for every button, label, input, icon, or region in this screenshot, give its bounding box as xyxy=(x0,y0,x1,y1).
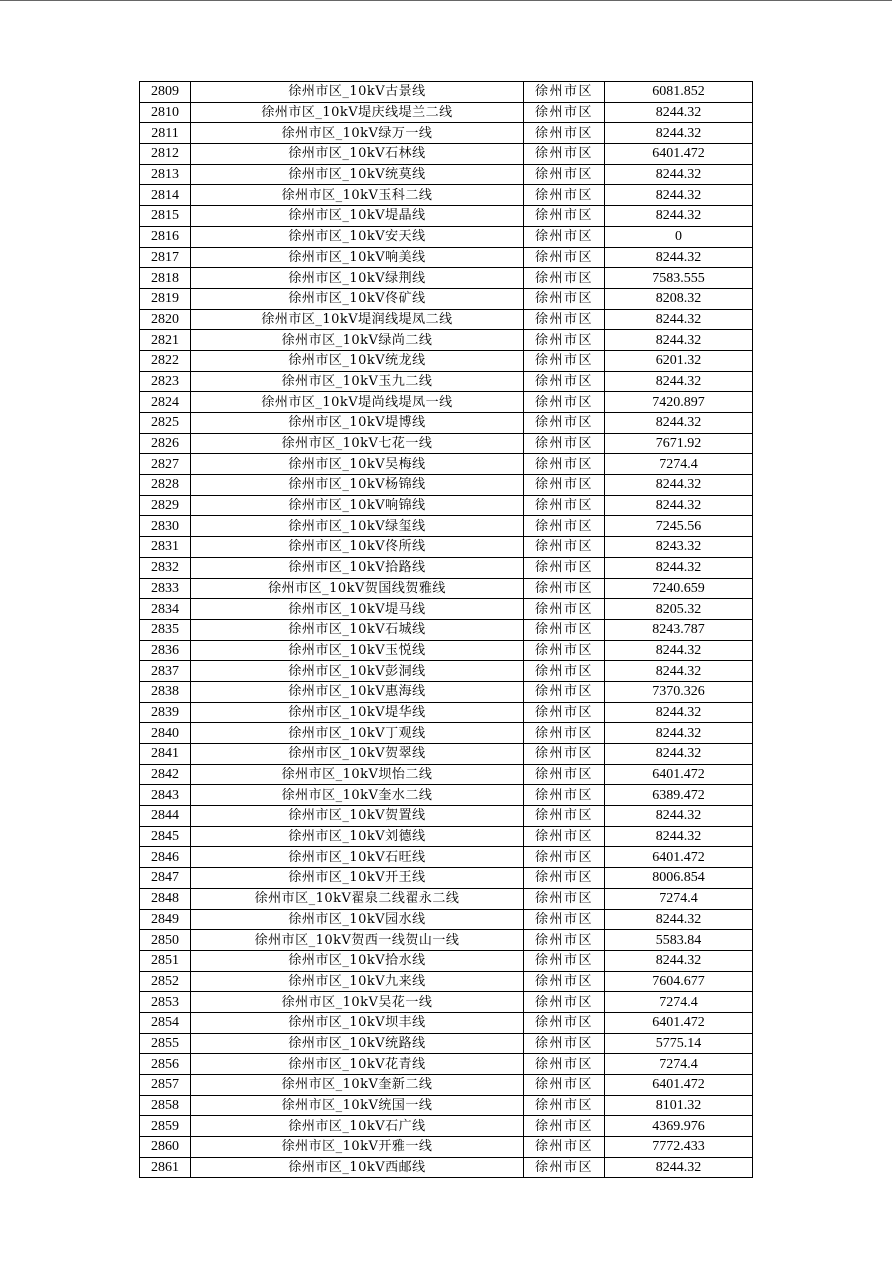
line-name: 徐州市区_10kV拾路线 xyxy=(191,557,524,578)
row-number: 2834 xyxy=(140,599,191,620)
row-value: 7370.326 xyxy=(605,681,753,702)
area-name: 徐州市区 xyxy=(524,516,605,537)
area-name: 徐州市区 xyxy=(524,537,605,558)
line-name: 徐州市区_10kV统路线 xyxy=(191,1033,524,1054)
area-name: 徐州市区 xyxy=(524,288,605,309)
table-row xyxy=(140,392,753,413)
row-value: 8244.32 xyxy=(605,371,753,392)
row-number: 2811 xyxy=(140,123,191,144)
table-row xyxy=(140,537,753,558)
row-value: 8006.854 xyxy=(605,868,753,889)
table-row xyxy=(140,909,753,930)
area-name: 徐州市区 xyxy=(524,930,605,951)
row-number: 2827 xyxy=(140,454,191,475)
area-name: 徐州市区 xyxy=(524,185,605,206)
area-name: 徐州市区 xyxy=(524,888,605,909)
row-value: 8244.32 xyxy=(605,826,753,847)
row-number: 2845 xyxy=(140,826,191,847)
row-value: 6401.472 xyxy=(605,1075,753,1096)
area-name: 徐州市区 xyxy=(524,950,605,971)
row-number: 2820 xyxy=(140,309,191,330)
row-value: 8244.32 xyxy=(605,475,753,496)
table-row xyxy=(140,888,753,909)
row-value: 7245.56 xyxy=(605,516,753,537)
table-row xyxy=(140,847,753,868)
table-row xyxy=(140,661,753,682)
row-number: 2841 xyxy=(140,744,191,765)
row-value: 8244.32 xyxy=(605,806,753,827)
line-name: 徐州市区_10kV贺西一线贺山一线 xyxy=(191,930,524,951)
area-name: 徐州市区 xyxy=(524,454,605,475)
table-row xyxy=(140,268,753,289)
line-name: 徐州市区_10kV杨锦线 xyxy=(191,475,524,496)
line-name: 徐州市区_10kV翟泉二线翟永二线 xyxy=(191,888,524,909)
row-number: 2822 xyxy=(140,350,191,371)
row-value: 8244.32 xyxy=(605,909,753,930)
row-value: 8244.32 xyxy=(605,247,753,268)
row-value: 8244.32 xyxy=(605,640,753,661)
row-number: 2829 xyxy=(140,495,191,516)
table-row xyxy=(140,475,753,496)
row-value: 8244.32 xyxy=(605,330,753,351)
row-value: 7240.659 xyxy=(605,578,753,599)
table-row xyxy=(140,185,753,206)
line-name: 徐州市区_10kV玉科二线 xyxy=(191,185,524,206)
row-value: 6389.472 xyxy=(605,785,753,806)
row-number: 2849 xyxy=(140,909,191,930)
line-name: 徐州市区_10kV响美线 xyxy=(191,247,524,268)
table-row xyxy=(140,1137,753,1158)
row-value: 8208.32 xyxy=(605,288,753,309)
table-row xyxy=(140,516,753,537)
line-name: 徐州市区_10kV西邮线 xyxy=(191,1157,524,1178)
row-number: 2838 xyxy=(140,681,191,702)
line-name: 徐州市区_10kV惠海线 xyxy=(191,681,524,702)
row-number: 2818 xyxy=(140,268,191,289)
table-row xyxy=(140,640,753,661)
line-name: 徐州市区_10kV坝丰线 xyxy=(191,1012,524,1033)
line-name: 徐州市区_10kV石林线 xyxy=(191,144,524,165)
line-name: 徐州市区_10kV绿荆线 xyxy=(191,268,524,289)
row-value: 7772.433 xyxy=(605,1137,753,1158)
table-row xyxy=(140,744,753,765)
row-value: 7671.92 xyxy=(605,433,753,454)
row-number: 2850 xyxy=(140,930,191,951)
area-name: 徐州市区 xyxy=(524,247,605,268)
line-name: 徐州市区_10kV玉九二线 xyxy=(191,371,524,392)
table-row xyxy=(140,495,753,516)
row-value: 8244.32 xyxy=(605,164,753,185)
line-name: 徐州市区_10kV奎新二线 xyxy=(191,1075,524,1096)
area-name: 徐州市区 xyxy=(524,661,605,682)
table-row xyxy=(140,454,753,475)
row-number: 2861 xyxy=(140,1157,191,1178)
row-number: 2836 xyxy=(140,640,191,661)
row-number: 2854 xyxy=(140,1012,191,1033)
row-number: 2842 xyxy=(140,764,191,785)
row-number: 2855 xyxy=(140,1033,191,1054)
table-row xyxy=(140,82,753,103)
area-name: 徐州市区 xyxy=(524,619,605,640)
table-row xyxy=(140,619,753,640)
row-value: 8244.32 xyxy=(605,744,753,765)
row-value: 8244.32 xyxy=(605,1157,753,1178)
line-name: 徐州市区_10kV安天线 xyxy=(191,226,524,247)
area-name: 徐州市区 xyxy=(524,971,605,992)
line-name: 徐州市区_10kV玉悦线 xyxy=(191,640,524,661)
row-number: 2844 xyxy=(140,806,191,827)
area-name: 徐州市区 xyxy=(524,413,605,434)
row-value: 6081.852 xyxy=(605,82,753,103)
table-row xyxy=(140,930,753,951)
table-row xyxy=(140,164,753,185)
area-name: 徐州市区 xyxy=(524,557,605,578)
line-name: 徐州市区_10kV统莫线 xyxy=(191,164,524,185)
row-number: 2853 xyxy=(140,992,191,1013)
top-rule xyxy=(0,0,892,1)
row-value: 6401.472 xyxy=(605,847,753,868)
line-name: 徐州市区_10kV园水线 xyxy=(191,909,524,930)
area-name: 徐州市区 xyxy=(524,1012,605,1033)
line-name: 徐州市区_10kV堤晶线 xyxy=(191,206,524,227)
row-number: 2848 xyxy=(140,888,191,909)
row-number: 2833 xyxy=(140,578,191,599)
row-value: 7274.4 xyxy=(605,992,753,1013)
line-name: 徐州市区_10kV统龙线 xyxy=(191,350,524,371)
table-row xyxy=(140,1075,753,1096)
area-name: 徐州市区 xyxy=(524,1137,605,1158)
table-body xyxy=(140,82,753,1178)
line-name: 徐州市区_10kV响锦线 xyxy=(191,495,524,516)
table-row xyxy=(140,806,753,827)
row-number: 2859 xyxy=(140,1116,191,1137)
row-value: 8244.32 xyxy=(605,950,753,971)
table-row xyxy=(140,868,753,889)
row-value: 8244.32 xyxy=(605,661,753,682)
row-value: 8244.32 xyxy=(605,557,753,578)
table-row xyxy=(140,206,753,227)
area-name: 徐州市区 xyxy=(524,1054,605,1075)
line-name: 徐州市区_10kV七花一线 xyxy=(191,433,524,454)
table-row xyxy=(140,785,753,806)
row-number: 2828 xyxy=(140,475,191,496)
line-name: 徐州市区_10kV吴花一线 xyxy=(191,992,524,1013)
line-name: 徐州市区_10kV拾水线 xyxy=(191,950,524,971)
row-number: 2832 xyxy=(140,557,191,578)
row-number: 2825 xyxy=(140,413,191,434)
area-name: 徐州市区 xyxy=(524,371,605,392)
row-value: 7274.4 xyxy=(605,1054,753,1075)
table-row xyxy=(140,702,753,723)
row-value: 8244.32 xyxy=(605,123,753,144)
area-name: 徐州市区 xyxy=(524,475,605,496)
area-name: 徐州市区 xyxy=(524,868,605,889)
row-value: 6401.472 xyxy=(605,764,753,785)
row-value: 8101.32 xyxy=(605,1095,753,1116)
table-row xyxy=(140,971,753,992)
line-name: 徐州市区_10kV九来线 xyxy=(191,971,524,992)
line-name: 徐州市区_10kV石城线 xyxy=(191,619,524,640)
line-name: 徐州市区_10kV堤马线 xyxy=(191,599,524,620)
row-value: 8205.32 xyxy=(605,599,753,620)
area-name: 徐州市区 xyxy=(524,350,605,371)
row-value: 7583.555 xyxy=(605,268,753,289)
area-name: 徐州市区 xyxy=(524,992,605,1013)
table-row xyxy=(140,578,753,599)
row-number: 2852 xyxy=(140,971,191,992)
area-name: 徐州市区 xyxy=(524,433,605,454)
row-number: 2815 xyxy=(140,206,191,227)
line-name: 徐州市区_10kV堤博线 xyxy=(191,413,524,434)
line-name: 徐州市区_10kV刘德线 xyxy=(191,826,524,847)
row-number: 2857 xyxy=(140,1075,191,1096)
row-number: 2847 xyxy=(140,868,191,889)
row-number: 2858 xyxy=(140,1095,191,1116)
area-name: 徐州市区 xyxy=(524,764,605,785)
row-number: 2839 xyxy=(140,702,191,723)
area-name: 徐州市区 xyxy=(524,578,605,599)
line-name: 徐州市区_10kV堤华线 xyxy=(191,702,524,723)
table-row xyxy=(140,992,753,1013)
table-row xyxy=(140,557,753,578)
row-number: 2813 xyxy=(140,164,191,185)
area-name: 徐州市区 xyxy=(524,847,605,868)
row-number: 2821 xyxy=(140,330,191,351)
row-number: 2831 xyxy=(140,537,191,558)
table-row xyxy=(140,247,753,268)
row-value: 7274.4 xyxy=(605,454,753,475)
table-row xyxy=(140,723,753,744)
row-value: 5775.14 xyxy=(605,1033,753,1054)
area-name: 徐州市区 xyxy=(524,123,605,144)
row-number: 2860 xyxy=(140,1137,191,1158)
row-value: 7604.677 xyxy=(605,971,753,992)
row-number: 2846 xyxy=(140,847,191,868)
row-value: 8244.32 xyxy=(605,702,753,723)
area-name: 徐州市区 xyxy=(524,206,605,227)
line-name: 徐州市区_10kV堤尚线堤凤一线 xyxy=(191,392,524,413)
area-name: 徐州市区 xyxy=(524,1095,605,1116)
row-value: 8244.32 xyxy=(605,185,753,206)
line-name: 徐州市区_10kV古景线 xyxy=(191,82,524,103)
row-number: 2809 xyxy=(140,82,191,103)
row-value: 6201.32 xyxy=(605,350,753,371)
table-row xyxy=(140,413,753,434)
line-name: 徐州市区_10kV堤庆线堤兰二线 xyxy=(191,102,524,123)
area-name: 徐州市区 xyxy=(524,681,605,702)
line-name: 徐州市区_10kV绿万一线 xyxy=(191,123,524,144)
table-row xyxy=(140,1012,753,1033)
area-name: 徐州市区 xyxy=(524,723,605,744)
table-row xyxy=(140,764,753,785)
row-value: 8244.32 xyxy=(605,413,753,434)
line-name: 徐州市区_10kV佟矿线 xyxy=(191,288,524,309)
area-name: 徐州市区 xyxy=(524,268,605,289)
row-value: 7420.897 xyxy=(605,392,753,413)
area-name: 徐州市区 xyxy=(524,909,605,930)
table-row xyxy=(140,1054,753,1075)
area-name: 徐州市区 xyxy=(524,309,605,330)
table-row xyxy=(140,599,753,620)
area-name: 徐州市区 xyxy=(524,1157,605,1178)
row-number: 2843 xyxy=(140,785,191,806)
table-row xyxy=(140,123,753,144)
area-name: 徐州市区 xyxy=(524,1075,605,1096)
row-value: 8244.32 xyxy=(605,102,753,123)
row-value: 8244.32 xyxy=(605,723,753,744)
row-value: 8243.32 xyxy=(605,537,753,558)
line-name: 徐州市区_10kV绿尚二线 xyxy=(191,330,524,351)
row-value: 4369.976 xyxy=(605,1116,753,1137)
line-name: 徐州市区_10kV丁观线 xyxy=(191,723,524,744)
row-number: 2830 xyxy=(140,516,191,537)
table-row xyxy=(140,288,753,309)
line-name: 徐州市区_10kV坝怡二线 xyxy=(191,764,524,785)
table-row xyxy=(140,433,753,454)
row-number: 2823 xyxy=(140,371,191,392)
area-name: 徐州市区 xyxy=(524,702,605,723)
row-number: 2824 xyxy=(140,392,191,413)
row-value: 8243.787 xyxy=(605,619,753,640)
row-number: 2810 xyxy=(140,102,191,123)
table-row xyxy=(140,350,753,371)
row-value: 6401.472 xyxy=(605,144,753,165)
line-name: 徐州市区_10kV佟所线 xyxy=(191,537,524,558)
row-value: 0 xyxy=(605,226,753,247)
area-name: 徐州市区 xyxy=(524,806,605,827)
line-name: 徐州市区_10kV花青线 xyxy=(191,1054,524,1075)
table-row xyxy=(140,1116,753,1137)
area-name: 徐州市区 xyxy=(524,226,605,247)
row-value: 8244.32 xyxy=(605,309,753,330)
line-name: 徐州市区_10kV开王线 xyxy=(191,868,524,889)
area-name: 徐州市区 xyxy=(524,495,605,516)
row-number: 2851 xyxy=(140,950,191,971)
row-value: 8244.32 xyxy=(605,206,753,227)
row-number: 2826 xyxy=(140,433,191,454)
row-value: 6401.472 xyxy=(605,1012,753,1033)
table-row xyxy=(140,309,753,330)
table-row xyxy=(140,681,753,702)
row-number: 2817 xyxy=(140,247,191,268)
row-number: 2840 xyxy=(140,723,191,744)
area-name: 徐州市区 xyxy=(524,640,605,661)
row-number: 2816 xyxy=(140,226,191,247)
row-number: 2814 xyxy=(140,185,191,206)
line-name: 徐州市区_10kV统国一线 xyxy=(191,1095,524,1116)
table-row xyxy=(140,826,753,847)
line-name: 徐州市区_10kV石旺线 xyxy=(191,847,524,868)
line-name: 徐州市区_10kV奎水二线 xyxy=(191,785,524,806)
table-row xyxy=(140,226,753,247)
row-number: 2837 xyxy=(140,661,191,682)
row-value: 8244.32 xyxy=(605,495,753,516)
line-name: 徐州市区_10kV贺置线 xyxy=(191,806,524,827)
data-table xyxy=(139,81,753,1178)
area-name: 徐州市区 xyxy=(524,102,605,123)
line-name: 徐州市区_10kV绿玺线 xyxy=(191,516,524,537)
row-value: 5583.84 xyxy=(605,930,753,951)
area-name: 徐州市区 xyxy=(524,164,605,185)
area-name: 徐州市区 xyxy=(524,826,605,847)
area-name: 徐州市区 xyxy=(524,1033,605,1054)
line-name: 徐州市区_10kV吴梅线 xyxy=(191,454,524,475)
row-number: 2819 xyxy=(140,288,191,309)
row-number: 2812 xyxy=(140,144,191,165)
table-row xyxy=(140,1033,753,1054)
table-row xyxy=(140,371,753,392)
row-value: 7274.4 xyxy=(605,888,753,909)
area-name: 徐州市区 xyxy=(524,1116,605,1137)
area-name: 徐州市区 xyxy=(524,744,605,765)
row-number: 2856 xyxy=(140,1054,191,1075)
line-name: 徐州市区_10kV贺国线贺雅线 xyxy=(191,578,524,599)
line-name: 徐州市区_10kV彭洞线 xyxy=(191,661,524,682)
line-name: 徐州市区_10kV贺翠线 xyxy=(191,744,524,765)
area-name: 徐州市区 xyxy=(524,144,605,165)
area-name: 徐州市区 xyxy=(524,599,605,620)
table-row xyxy=(140,950,753,971)
line-name: 徐州市区_10kV堤润线堤凤二线 xyxy=(191,309,524,330)
table-row xyxy=(140,102,753,123)
line-name: 徐州市区_10kV开雅一线 xyxy=(191,1137,524,1158)
area-name: 徐州市区 xyxy=(524,330,605,351)
table-row xyxy=(140,1095,753,1116)
area-name: 徐州市区 xyxy=(524,392,605,413)
table-row xyxy=(140,330,753,351)
line-name: 徐州市区_10kV石广线 xyxy=(191,1116,524,1137)
table-row xyxy=(140,1157,753,1178)
row-number: 2835 xyxy=(140,619,191,640)
area-name: 徐州市区 xyxy=(524,785,605,806)
area-name: 徐州市区 xyxy=(524,82,605,103)
table-row xyxy=(140,144,753,165)
